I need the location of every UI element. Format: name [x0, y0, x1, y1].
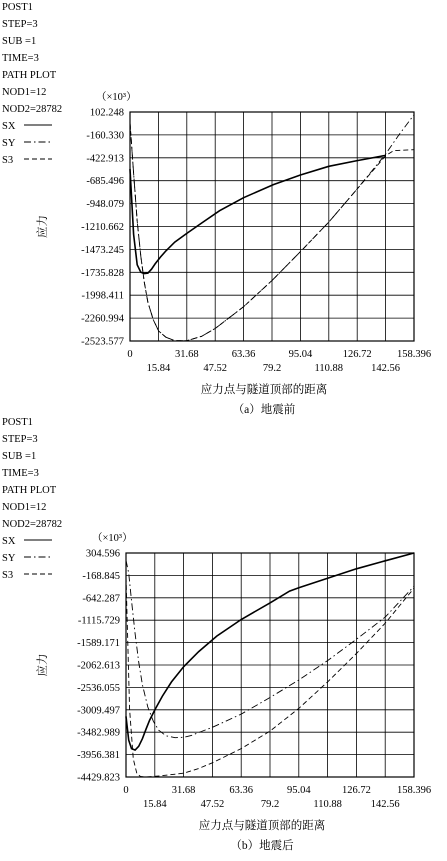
chart-b — [2, 417, 431, 852]
x-tick-label: 142.56 — [371, 363, 401, 374]
y-tick-label: 102.248 — [89, 107, 124, 119]
y-tick-label: -422.913 — [86, 153, 124, 165]
multiplier-label: （×10³） — [96, 92, 137, 103]
x-tick-label: 79.2 — [260, 799, 280, 810]
y-tick-label: -3009.497 — [77, 705, 120, 717]
info-line: NOD1=12 — [2, 502, 47, 513]
y-tick-label: -642.287 — [82, 593, 120, 605]
x-tick-label: 47.52 — [200, 799, 225, 810]
x-tick-label: 15.84 — [146, 363, 171, 374]
info-line: NOD1=12 — [2, 87, 47, 98]
x-tick-label: 110.88 — [314, 363, 344, 374]
y-tick-label: 304.596 — [85, 548, 120, 560]
info-line: POST1 — [2, 417, 33, 428]
legend-label-s3: S3 — [2, 570, 14, 581]
info-line: PATH PLOT — [2, 70, 57, 81]
y-tick-label: -2536.055 — [77, 682, 120, 694]
y-tick-label: -2062.613 — [77, 660, 120, 672]
y-tick-label: -1473.245 — [81, 244, 124, 256]
y-tick-label: -3482.989 — [77, 727, 120, 739]
x-tick-label: 79.2 — [262, 363, 282, 374]
series-line-sx — [130, 155, 386, 273]
info-line: STEP=3 — [2, 434, 38, 445]
chart-caption: （a）地震前 — [232, 404, 296, 416]
y-tick-label: -160.330 — [86, 130, 124, 142]
info-line: STEP=3 — [2, 19, 38, 30]
legend-label-sx: SX — [2, 536, 16, 547]
x-tick-label: 15.84 — [142, 799, 167, 810]
x-tick-label: 63.36 — [229, 785, 254, 796]
y-axis-label: 应力 — [37, 653, 49, 677]
legend-label-sx: SX — [2, 121, 16, 132]
x-tick-label: 0 — [127, 349, 133, 360]
multiplier-label: （×10³） — [92, 533, 133, 544]
x-tick-label: 0 — [123, 785, 129, 796]
y-tick-label: -168.845 — [82, 570, 120, 582]
x-tick-label: 31.68 — [174, 349, 199, 360]
y-tick-label: -948.079 — [86, 199, 124, 211]
chart-a — [2, 2, 431, 416]
x-tick-label: 126.72 — [342, 349, 372, 360]
info-line: TIME=3 — [2, 53, 39, 64]
x-tick-label: 95.04 — [288, 349, 313, 360]
info-line: PATH PLOT — [2, 485, 57, 496]
info-line: POST1 — [2, 2, 33, 13]
x-axis-label: 应力点与隧道顶部的距离 — [200, 384, 328, 396]
chart-caption: （b）地震后 — [230, 840, 294, 852]
y-tick-label: -2523.577 — [81, 336, 124, 348]
y-tick-label: -1998.411 — [81, 290, 124, 302]
y-tick-label: -4429.823 — [77, 772, 120, 784]
x-tick-label: 47.52 — [203, 363, 228, 374]
y-tick-label: -3956.381 — [77, 750, 120, 762]
y-tick-label: -1115.729 — [77, 615, 120, 627]
y-tick-label: -685.496 — [86, 176, 124, 188]
y-tick-label: -1589.171 — [77, 638, 120, 650]
x-tick-label: 158.396 — [396, 349, 432, 360]
x-tick-label: 63.36 — [231, 349, 256, 360]
y-tick-label: -1735.828 — [81, 267, 124, 279]
info-line: TIME=3 — [2, 468, 39, 479]
y-tick-label: -1210.662 — [81, 222, 124, 233]
y-tick-label: -2260.994 — [81, 313, 124, 325]
x-tick-label: 142.56 — [370, 799, 400, 810]
x-tick-label: 158.396 — [396, 785, 432, 796]
legend-label-sy: SY — [2, 553, 16, 564]
x-tick-label: 110.88 — [313, 799, 342, 810]
info-line: SUB =1 — [2, 451, 37, 462]
info-line: NOD2=28782 — [2, 104, 63, 115]
y-axis-label: 应力 — [37, 215, 49, 238]
x-axis-label: 应力点与隧道顶部的距离 — [198, 820, 326, 832]
legend-label-sy: SY — [2, 138, 16, 149]
x-tick-label: 31.68 — [171, 785, 196, 796]
info-line: NOD2=28782 — [2, 519, 63, 530]
legend-label-s3: S3 — [2, 155, 14, 166]
x-tick-label: 95.04 — [286, 785, 311, 796]
x-tick-label: 126.72 — [341, 785, 371, 796]
info-line: SUB =1 — [2, 36, 37, 47]
